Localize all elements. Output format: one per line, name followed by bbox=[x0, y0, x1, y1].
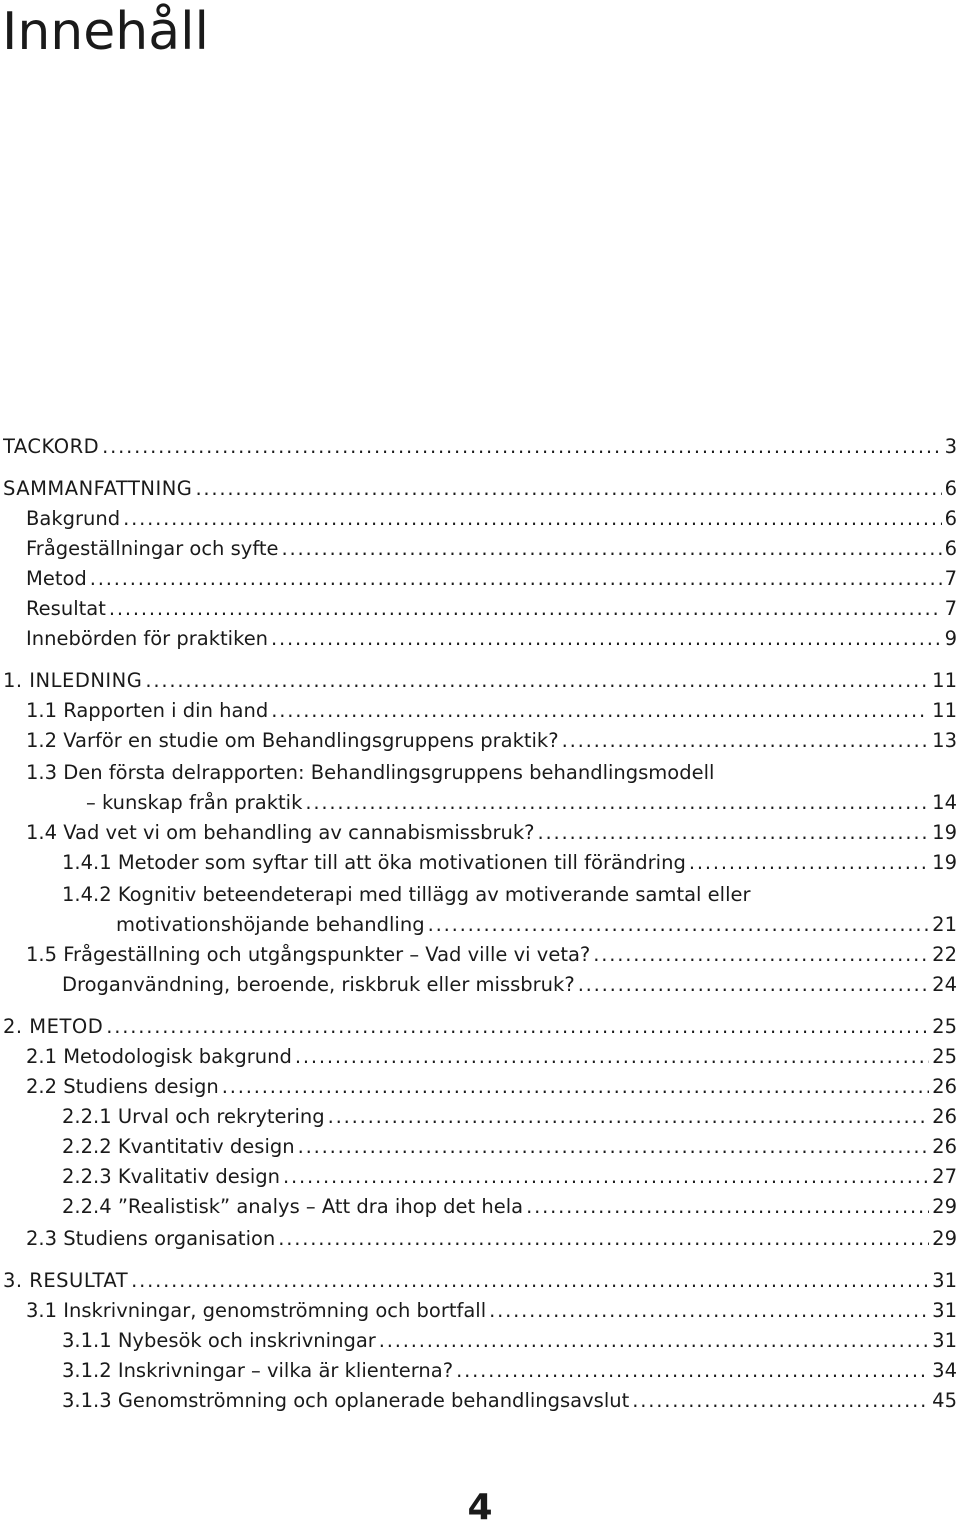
toc-entry-page: 11 bbox=[932, 699, 957, 722]
toc-entry-page: 26 bbox=[932, 1135, 957, 1158]
toc-entry[interactable] bbox=[0, 474, 960, 504]
toc-entry-label: 3.1.1 Nybesök och inskrivningar bbox=[62, 1329, 376, 1352]
toc-entry-page: 9 bbox=[944, 627, 957, 650]
toc-leader-dots bbox=[689, 848, 929, 878]
toc-entry[interactable] bbox=[0, 666, 960, 696]
toc-entry-label: Frågeställningar och syfte bbox=[26, 537, 279, 560]
toc-entry[interactable] bbox=[0, 1386, 960, 1416]
toc-entry-page: 34 bbox=[932, 1359, 957, 1382]
toc-entry-label: 3.1.2 Inskrivningar – vilka är klienterna? bbox=[62, 1359, 454, 1382]
toc-entry-label: 2.2.2 Kvantitativ design bbox=[62, 1135, 295, 1158]
toc-entry-page: 25 bbox=[932, 1045, 957, 1068]
toc-entry-label: 1.4.1 Metoder som syftar till att öka motivationen till förändring bbox=[62, 851, 686, 874]
toc-leader-dots bbox=[379, 1326, 929, 1356]
toc-entry[interactable] bbox=[0, 1162, 960, 1192]
toc-entry[interactable] bbox=[0, 1192, 960, 1222]
toc-entry-page: 3 bbox=[944, 435, 957, 458]
toc-entry-label: 2.2 Studiens design bbox=[26, 1075, 219, 1098]
toc-entry-label: 3. RESULTAT bbox=[3, 1269, 129, 1292]
toc-entry-label: 1.5 Frågeställning och utgångspunkter – Vad ville vi veta? bbox=[26, 943, 591, 966]
toc-leader-dots bbox=[295, 1042, 929, 1072]
toc-entry[interactable] bbox=[0, 848, 960, 878]
toc-leader-dots bbox=[123, 504, 941, 534]
toc-leader-dots bbox=[578, 970, 929, 1000]
toc-entry-page: 45 bbox=[932, 1389, 957, 1412]
toc-entry-page: 29 bbox=[932, 1195, 957, 1218]
toc-entry[interactable] bbox=[0, 1102, 960, 1132]
toc-entry-page: 6 bbox=[944, 507, 957, 530]
toc-entry[interactable] bbox=[0, 1224, 960, 1254]
toc-entry[interactable] bbox=[0, 1356, 960, 1386]
toc-leader-dots bbox=[106, 1012, 929, 1042]
toc-leader-dots bbox=[281, 534, 941, 564]
toc-leader-dots bbox=[538, 818, 930, 848]
toc-entry-label: 1.1 Rapporten i din hand bbox=[26, 699, 269, 722]
toc-leader-dots bbox=[428, 910, 930, 940]
toc-leader-dots bbox=[222, 1072, 929, 1102]
toc-entry-label: Bakgrund bbox=[26, 507, 121, 530]
toc-entry-page: 31 bbox=[932, 1269, 957, 1292]
toc-entry-page: 6 bbox=[944, 477, 957, 500]
toc-entry-label: 1.4 Vad vet vi om behandling av cannabismissbruk? bbox=[26, 821, 535, 844]
toc-entry-label: Metod bbox=[26, 567, 87, 590]
page-title: Innehåll bbox=[2, 2, 209, 62]
toc-leader-dots bbox=[109, 594, 942, 624]
toc-entry-label[interactable]: 1.3 Den första delrapporten: Behandlingsgruppens behandlingsmodell bbox=[26, 761, 715, 784]
toc-entry-page: 29 bbox=[932, 1227, 957, 1250]
toc-leader-dots bbox=[195, 474, 941, 504]
toc-leader-dots bbox=[278, 1224, 929, 1254]
toc-leader-dots bbox=[526, 1192, 929, 1222]
toc-entry-label: Innebörden för praktiken bbox=[26, 627, 269, 650]
toc-entry[interactable] bbox=[0, 940, 960, 970]
toc-entry-page: 31 bbox=[932, 1299, 957, 1322]
toc-entry[interactable] bbox=[0, 1012, 960, 1042]
toc-leader-dots bbox=[102, 432, 941, 462]
toc-entry-page: 7 bbox=[944, 597, 957, 620]
toc-entry[interactable] bbox=[0, 504, 960, 534]
toc-entry-page: 26 bbox=[932, 1105, 957, 1128]
toc-entry[interactable] bbox=[0, 818, 960, 848]
toc-entry[interactable] bbox=[0, 534, 960, 564]
toc-leader-dots bbox=[632, 1386, 929, 1416]
toc-entry-page: 19 bbox=[932, 821, 957, 844]
toc-entry-label: 1. INLEDNING bbox=[3, 669, 143, 692]
toc-leader-dots bbox=[456, 1356, 929, 1386]
toc-entry-page: 13 bbox=[932, 729, 957, 752]
toc-entry-label: 3.1.3 Genomströmning och oplanerade behandlingsavslut bbox=[62, 1389, 630, 1412]
toc-leader-dots bbox=[298, 1132, 930, 1162]
toc-entry-label: 1.2 Varför en studie om Behandlingsgruppens praktik? bbox=[26, 729, 559, 752]
toc-entry-page: 7 bbox=[944, 567, 957, 590]
toc-entry-page: 26 bbox=[932, 1075, 957, 1098]
toc-entry[interactable] bbox=[0, 1296, 960, 1326]
toc-entry[interactable] bbox=[0, 970, 960, 1000]
toc-leader-dots bbox=[271, 696, 929, 726]
toc-entry-label: 2.2.3 Kvalitativ design bbox=[62, 1165, 281, 1188]
toc-leader-dots bbox=[131, 1266, 929, 1296]
toc-entry[interactable] bbox=[0, 910, 960, 940]
toc-entry-label: Droganvändning, beroende, riskbruk eller missbruk? bbox=[62, 973, 575, 996]
toc-leader-dots bbox=[90, 564, 942, 594]
toc-leader-dots bbox=[305, 788, 929, 818]
toc-entry-label: 3.1 Inskrivningar, genomströmning och bortfall bbox=[26, 1299, 487, 1322]
toc-entry-page: 27 bbox=[932, 1165, 957, 1188]
toc-entry-label-continued: – kunskap från praktik bbox=[86, 791, 303, 814]
toc-entry-page: 21 bbox=[932, 913, 957, 936]
toc-entry[interactable] bbox=[0, 624, 960, 654]
toc-entry[interactable] bbox=[0, 1072, 960, 1102]
toc-leader-dots bbox=[328, 1102, 930, 1132]
toc-leader-dots bbox=[283, 1162, 929, 1192]
toc-leader-dots bbox=[593, 940, 929, 970]
toc-entry-label: 2. METOD bbox=[3, 1015, 104, 1038]
toc-entry-label: SAMMANFATTNING bbox=[3, 477, 193, 500]
toc-entry-label: 2.2.4 ”Realistisk” analys – Att dra ihop det hela bbox=[62, 1195, 524, 1218]
toc-entry-page: 25 bbox=[932, 1015, 957, 1038]
page-number: 4 bbox=[467, 1487, 493, 1528]
toc-entry-page: 14 bbox=[932, 791, 957, 814]
toc-entry[interactable] bbox=[0, 594, 960, 624]
toc-entry-page: 6 bbox=[944, 537, 957, 560]
toc-entry-label-continued: motivationshöjande behandling bbox=[116, 913, 425, 936]
toc-entry[interactable] bbox=[0, 432, 960, 462]
toc-entry-page: 11 bbox=[932, 669, 957, 692]
toc-entry[interactable] bbox=[0, 1266, 960, 1296]
toc-entry[interactable] bbox=[0, 788, 960, 818]
toc-entry-page: 19 bbox=[932, 851, 957, 874]
toc-leader-dots bbox=[562, 726, 930, 756]
toc-leader-dots bbox=[489, 1296, 929, 1326]
toc-entry[interactable] bbox=[0, 726, 960, 756]
toc-entry-label: 2.1 Metodologisk bakgrund bbox=[26, 1045, 292, 1068]
toc-leader-dots bbox=[271, 624, 942, 654]
toc-leader-dots bbox=[145, 666, 929, 696]
toc-entry-label: TACKORD bbox=[3, 435, 100, 458]
toc-entry-page: 22 bbox=[932, 943, 957, 966]
toc-entry[interactable] bbox=[0, 564, 960, 594]
toc-entry-label[interactable]: 1.4.2 Kognitiv beteendeterapi med tillägg av motiverande samtal eller bbox=[62, 883, 751, 906]
toc-entry[interactable] bbox=[0, 1132, 960, 1162]
toc-entry[interactable] bbox=[0, 696, 960, 726]
toc-entry-page: 24 bbox=[932, 973, 957, 996]
toc-entry[interactable] bbox=[0, 1326, 960, 1356]
toc-entry-page: 31 bbox=[932, 1329, 957, 1352]
toc-entry-label: 2.2.1 Urval och rekrytering bbox=[62, 1105, 325, 1128]
toc-entry-label: Resultat bbox=[26, 597, 106, 620]
toc-entry-label: 2.3 Studiens organisation bbox=[26, 1227, 276, 1250]
toc-entry[interactable] bbox=[0, 1042, 960, 1072]
